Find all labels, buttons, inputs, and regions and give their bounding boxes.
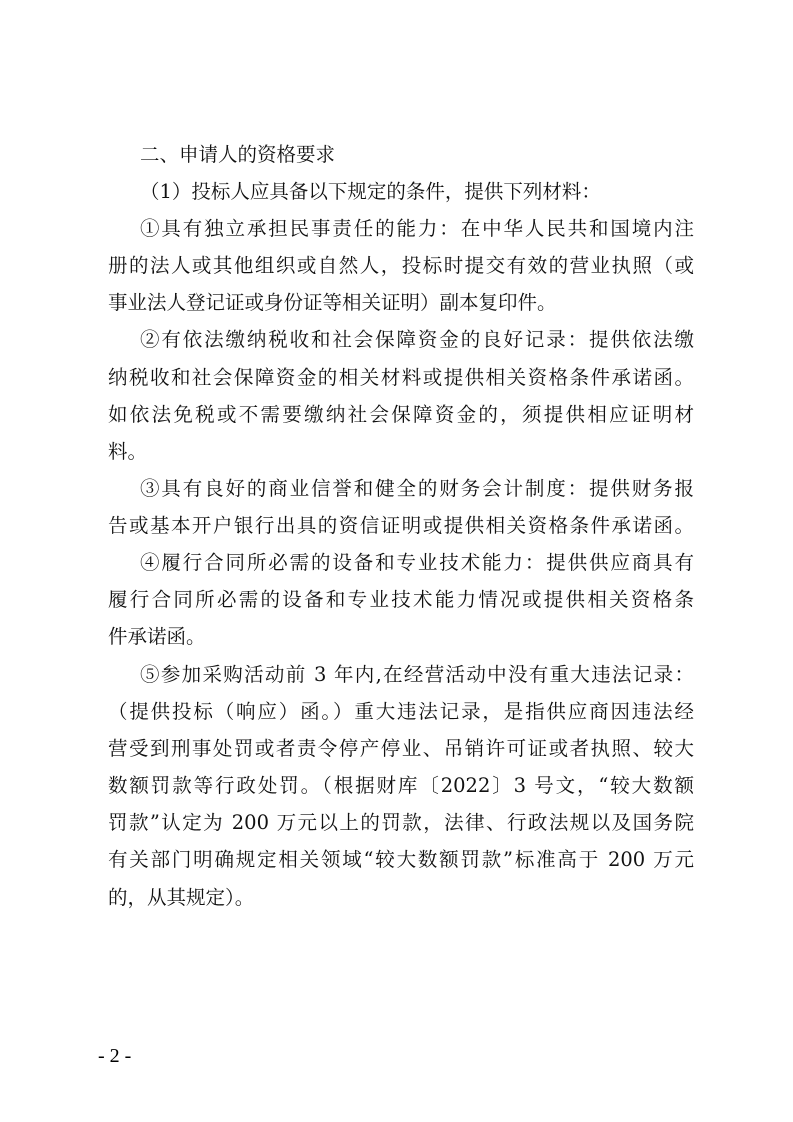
paragraph-line: 告或基本开户银行出具的资信证明或提供相关资格条件承诺函。	[108, 514, 694, 537]
paragraph-line: 营受到刑事处罚或者责令停产停业、吊销许可证或者执照、较大	[108, 737, 694, 760]
paragraph-line: 如依法免税或不需要缴纳社会保障资金的，须提供相应证明材	[108, 403, 694, 426]
paragraph-line: 料。	[108, 440, 148, 463]
paragraph-line: ⑤参加采购活动前 3 年内,在经营活动中没有重大违法记录：	[140, 663, 694, 686]
page-number: - 2 -	[98, 1045, 132, 1067]
paragraph-line: 履行合同所必需的设备和专业技术能力情况或提供相关资格条	[108, 588, 694, 611]
paragraph-line: 数额罚款等行政处罚。（根据财库〔2022〕3 号文，“较大数额	[108, 774, 694, 797]
paragraph-line: ②有依法缴纳税收和社会保障资金的良好记录：提供依法缴	[140, 328, 694, 351]
paragraph-line: （1）投标人应具备以下规定的条件，提供下列材料：	[140, 180, 601, 203]
paragraph-line: ③具有良好的商业信誉和健全的财务会计制度：提供财务报	[140, 477, 694, 500]
section-heading: 二、申请人的资格要求	[140, 143, 336, 166]
paragraph-line: 有关部门明确规定相关领域“较大数额罚款”标准高于 200 万元	[108, 848, 694, 871]
paragraph-line: 纳税收和社会保障资金的相关材料或提供相关资格条件承诺函。	[108, 366, 694, 389]
paragraph-line: 事业法人登记证或身份证等相关证明）副本复印件。	[108, 291, 557, 314]
paragraph-line: （提供投标（响应）函。）重大违法记录，是指供应商因违法经	[108, 700, 694, 723]
paragraph-line: ④履行合同所必需的设备和专业技术能力：提供供应商具有	[140, 551, 694, 574]
paragraph-line: 件承诺函。	[108, 625, 206, 648]
paragraph-line: ①具有独立承担民事责任的能力：在中华人民共和国境内注	[140, 217, 694, 240]
paragraph-line: 册的法人或其他组织或自然人，投标时提交有效的营业执照（或	[108, 254, 694, 277]
paragraph-line: 的，从其规定）。	[108, 886, 255, 909]
paragraph-line: 罚款”认定为 200 万元以上的罚款，法律、行政法规以及国务院	[108, 811, 694, 834]
